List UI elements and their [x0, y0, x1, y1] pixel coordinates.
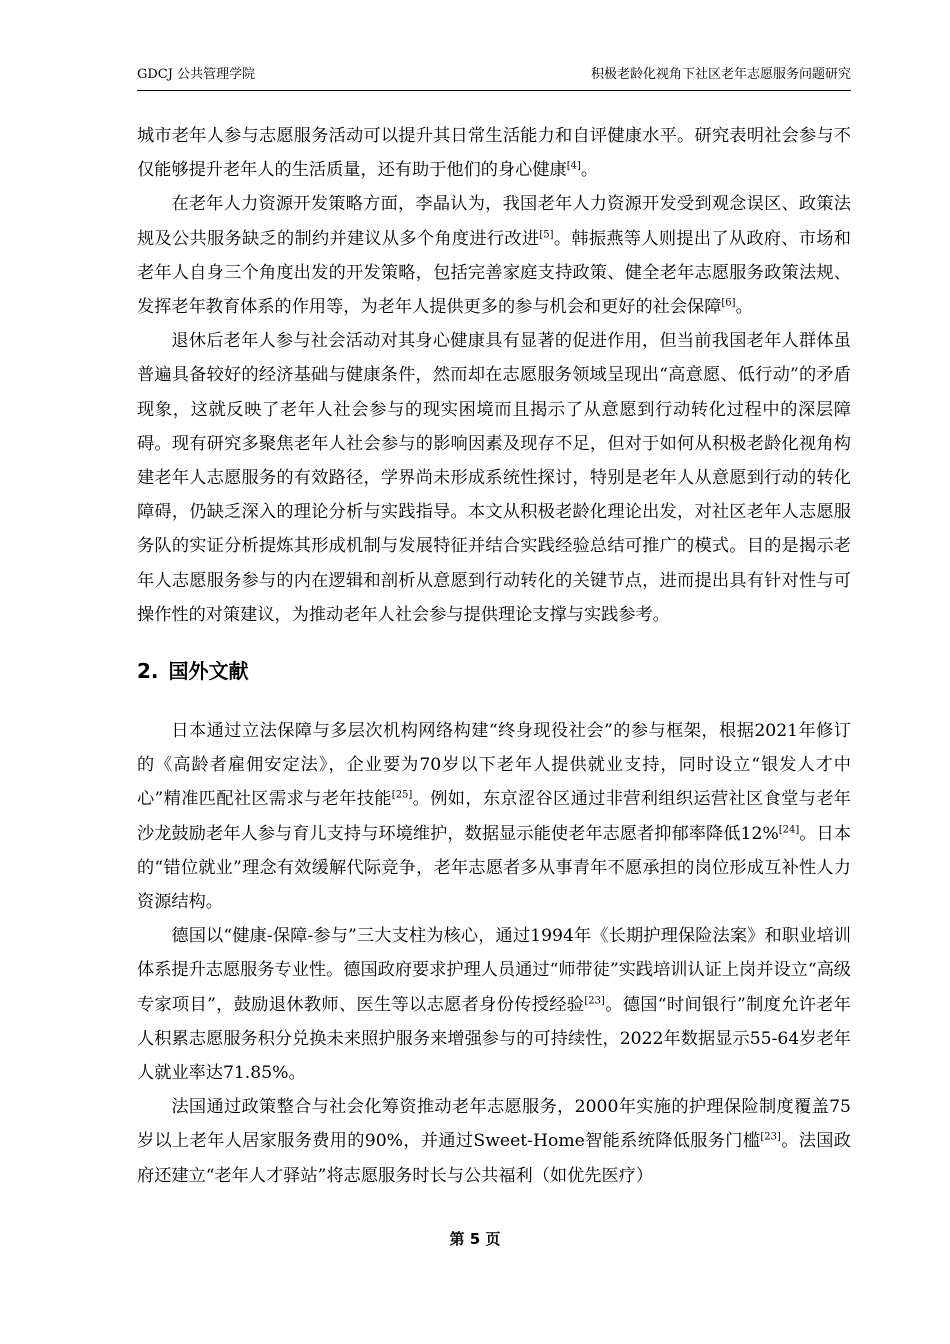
header-institution: GDCJ 公共管理学院	[137, 67, 256, 82]
header-thesis-title: 积极老龄化视角下社区老年志愿服务问题研究	[590, 67, 851, 82]
page-header	[137, 64, 851, 91]
page-body	[137, 119, 851, 1193]
citation[interactable]: [24]	[778, 823, 800, 835]
paragraph-japan: 日本通过立法保障与多层次机构网络构建“终身现役社会”的参与框架，根据2021年修订的《高龄者雇佣安定法》，企业要为70岁以下老年人提供就业支持，同时设立“银发人才中心”精准匹配社区需求与老年技能[25]。例如，东京涩谷区通过非营利组织运营社区食堂与老年沙龙鼓励老年人参与育儿支持与环境维护，数据显示能使老年志愿者抑郁率降低12%[24]。日本的“错位就业”理念有效缓解代际竞争，老年志愿者多从事青年不愿承担的岗位形成互补性人力资源结构。	[137, 721, 851, 913]
section-title: 国外文献	[168, 659, 249, 684]
citation[interactable]: [25]	[391, 789, 413, 801]
paragraph-germany: 德国以“健康-保障-参与”三大支柱为核心，通过1994年《长期护理保险法案》和职业培训体系提升志愿服务专业性。德国政府要求护理人员通过“师带徒”实践培训认证上岗并设立“高级专家项目”，鼓励退休教师、医生等以志愿者身份传授经验[23]。德国“时间银行”制度允许老年人积累志愿服务积分兑换未来照护服务来增强参与的可持续性，2022年数据显示55-64岁老年人就业率达71.85%。	[137, 926, 851, 1084]
citation[interactable]: [5]	[539, 228, 554, 240]
paragraph-1: 城市老年人参与志愿服务活动可以提升其日常生活能力和自评健康水平。研究表明社会参与不仅能够提升老年人的生活质量，还有助于他们的身心健康[4]。	[137, 126, 851, 181]
paragraph-3: 退休后老年人参与社会活动对其身心健康具有显著的促进作用，但当前我国老年人群体虽普遍具备较好的经济基础与健康条件，然而却在志愿服务领域呈现出“高意愿、低行动”的矛盾现象，这就反映了老年人社会参与的现实困境而且揭示了从意愿到行动转化过程中的深层障碍。现有研究多聚焦老年人社会参与的影响因素及现存不足，但对于如何从积极老龄化视角构建老年人志愿服务的有效路径，学界尚未形成系统性探讨，特别是老年人从意愿到行动的转化障碍，仍缺乏深入的理论分析与实践指导。本文从积极老龄化理论出发，对社区老年人志愿服务队的实证分析提炼其形成机制与发展特征并结合实践经验总结可推广的模式。目的是揭示老年人志愿服务参与的内在逻辑和剖析从意愿到行动转化的关键节点，进而提出具有针对性与可操作性的对策建议，为推动老年人社会参与提供理论支撑与实践参考。	[137, 331, 851, 625]
citation[interactable]: [4]	[566, 160, 581, 172]
section-heading	[137, 654, 851, 688]
paragraph-france: 法国通过政策整合与社会化筹资推动老年志愿服务，2000年实施的护理保险制度覆盖75岁以上老年人居家服务费用的90%，并通过Sweet-Home智能系统降低服务门槛[23]。法国政府还建立“老年人才驿站”将志愿服务时长与公共福利（如优先医疗）	[137, 1097, 851, 1186]
citation[interactable]: [23]	[584, 994, 605, 1006]
page-number: 第 5 页	[449, 1230, 501, 1248]
paragraph-2: 在老年人力资源开发策略方面，李晶认为，我国老年人力资源开发受到观念误区、政策法规及公共服务缺乏的制约并建议从多个角度进行改进[5]。韩振燕等人则提出了从政府、市场和老年人自身三个角度出发的开发策略，包括完善家庭支持政策、健全老年志愿服务政策法规、发挥老年教育体系的作用等，为老年人提供更多的参与机会和更好的社会保障[6]。	[137, 194, 851, 318]
section-number: 2.	[137, 659, 159, 684]
citation[interactable]: [23]	[760, 1131, 781, 1143]
citation[interactable]: [6]	[721, 297, 736, 309]
